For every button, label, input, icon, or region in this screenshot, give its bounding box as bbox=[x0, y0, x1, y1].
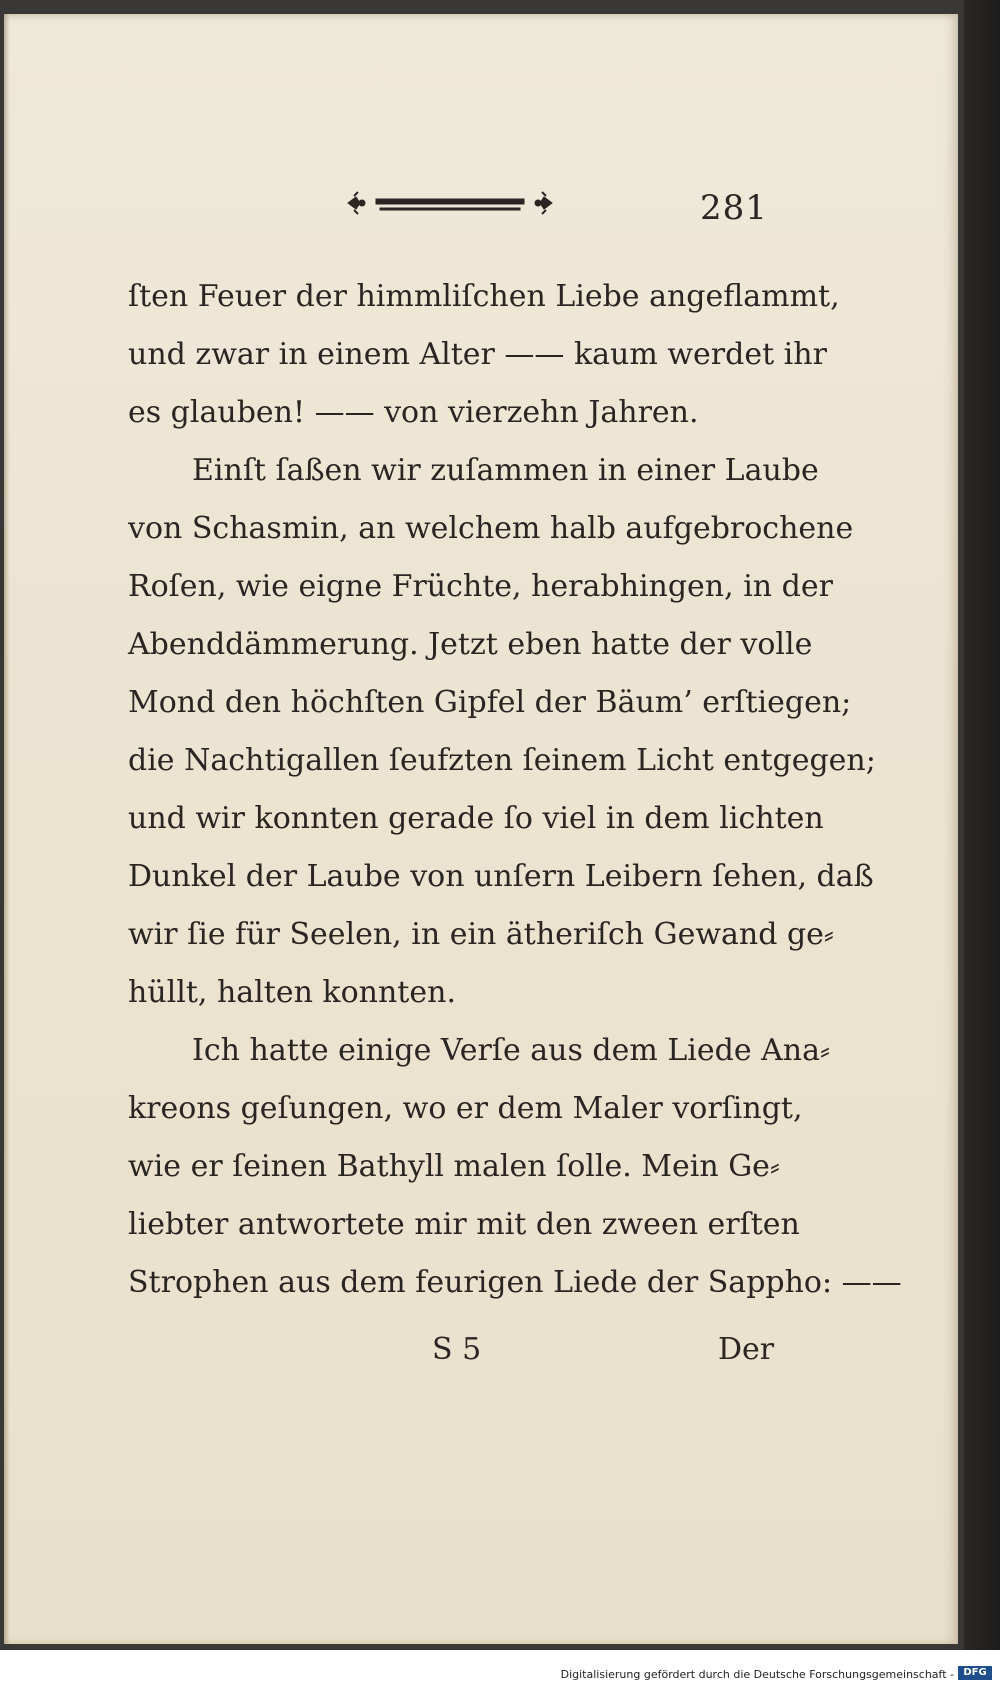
catchword: Der bbox=[718, 1332, 775, 1367]
text-line: es glauben! —— von vierzehn Jahren. bbox=[128, 395, 699, 430]
text-line: und wir konnten gerade ſo viel in dem lichten bbox=[128, 801, 824, 836]
signature-mark: S 5 bbox=[432, 1332, 482, 1367]
book-edge bbox=[964, 0, 1000, 1650]
text-line: wir ſie für Seelen, in ein ätheriſch Gewand ge⸗ bbox=[128, 917, 834, 952]
text-line: von Schasmin, an welchem halb aufgebrochene bbox=[128, 511, 854, 546]
text-line: und zwar in einem Alter —— kaum werdet ihr bbox=[128, 337, 827, 372]
text-line: Strophen aus dem feurigen Liede der Sappho: —— bbox=[128, 1265, 902, 1300]
dfg-logo: DFG bbox=[958, 1666, 992, 1680]
header-ornament bbox=[340, 188, 560, 218]
digitization-credit: Digitalisierung gefördert durch die Deutsche Forschungsgemeinschaft - bbox=[560, 1668, 954, 1681]
page-number: 281 bbox=[700, 188, 768, 228]
page-shadow bbox=[4, 14, 10, 1644]
text-line: liebter antwortete mir mit den zween erſten bbox=[128, 1207, 800, 1242]
text-line: hüllt, halten konnten. bbox=[128, 975, 456, 1010]
text-line: Einſt ſaßen wir zuſammen in einer Laube bbox=[192, 453, 819, 488]
text-line: Ich hatte einige Verſe aus dem Liede Ana⸗ bbox=[192, 1033, 830, 1068]
text-line: Dunkel der Laube von unſern Leibern ſehen, daß bbox=[128, 859, 874, 894]
text-line: Mond den höchſten Gipfel der Bäum’ erſtiegen; bbox=[128, 685, 852, 720]
text-line: die Nachtigallen ſeufzten ſeinem Licht entgegen; bbox=[128, 743, 876, 778]
text-line: ſten Feuer der himmliſchen Liebe angeflammt, bbox=[128, 279, 840, 314]
text-line: Abenddämmerung. Jetzt eben hatte der volle bbox=[128, 627, 813, 662]
body-text bbox=[128, 268, 902, 1312]
text-line: Roſen, wie eigne Früchte, herabhingen, in der bbox=[128, 569, 833, 604]
text-line: kreons geſungen, wo er dem Maler vorſingt, bbox=[128, 1091, 803, 1126]
text-line: wie er ſeinen Bathyll malen ſolle. Mein Ge⸗ bbox=[128, 1149, 780, 1184]
